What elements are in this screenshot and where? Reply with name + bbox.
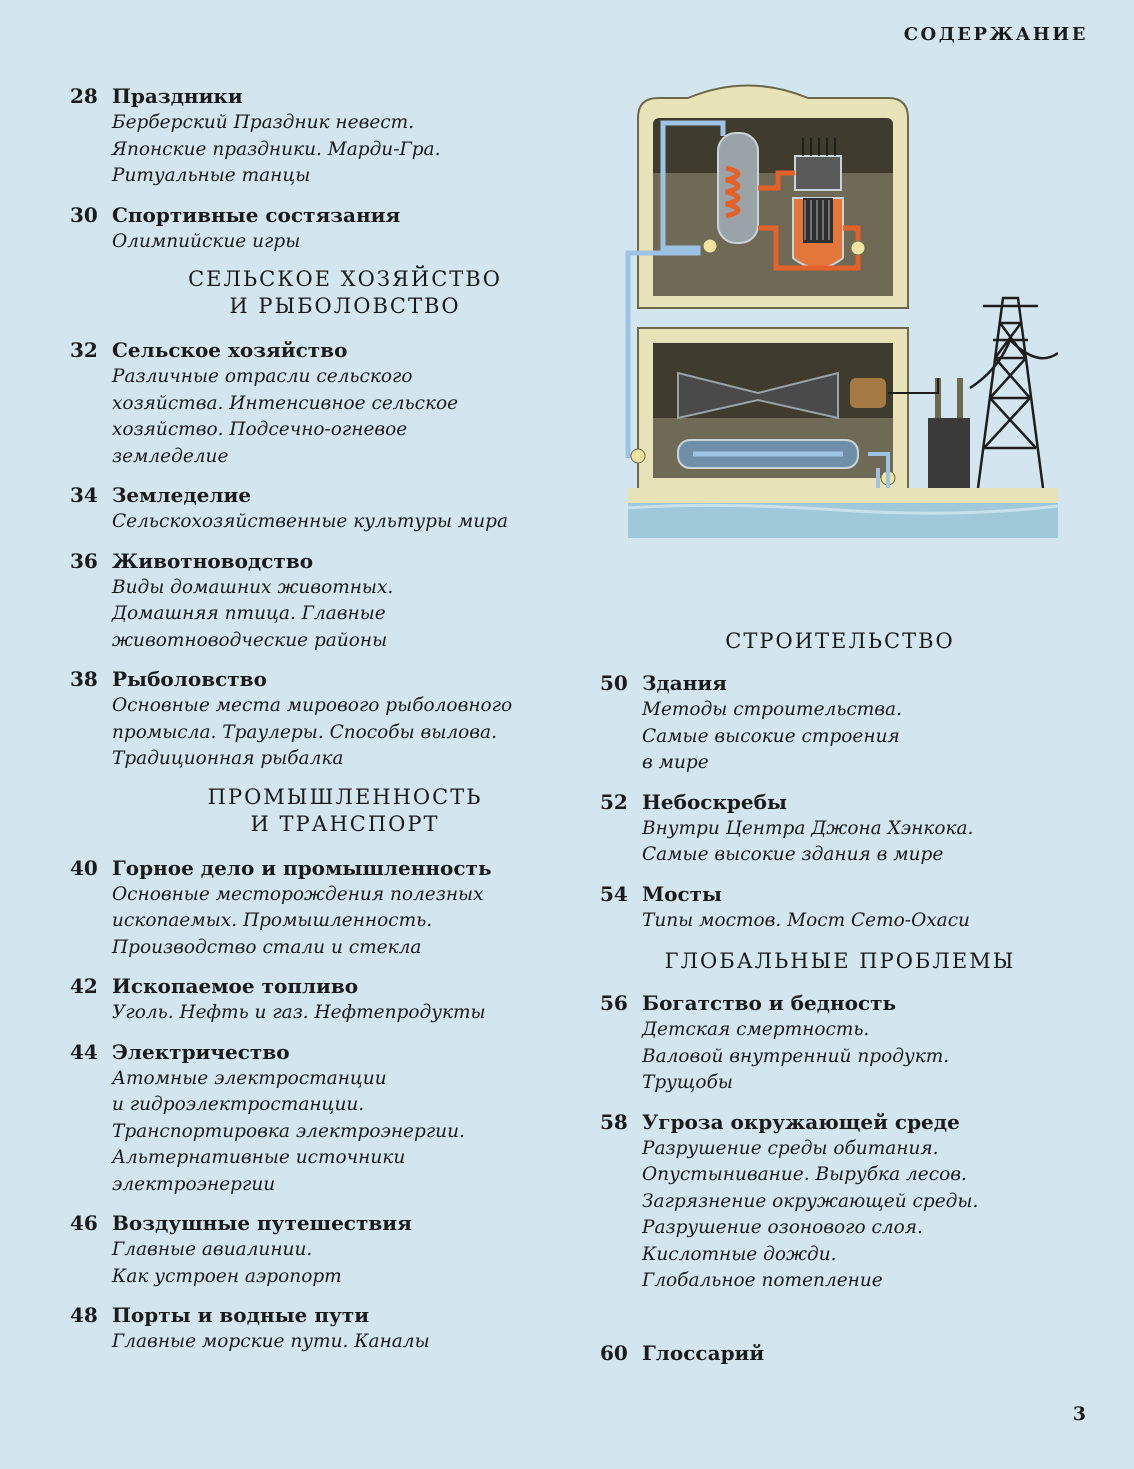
toc-entry-title[interactable]: Угроза окружающей среде <box>642 1109 960 1134</box>
section-heading: ПРОМЫШЛЕННОСТЬ И ТРАНСПОРТ <box>207 784 483 836</box>
toc-entry-title[interactable]: Здания <box>642 671 727 695</box>
toc-entry-head <box>600 880 1080 908</box>
toc-entry-title[interactable]: Спортивные состязания <box>112 202 401 227</box>
toc-page-number: 32 <box>70 338 98 362</box>
transmission-tower-icon <box>970 298 1058 488</box>
toc-entry-subtopics: Детская смертность. Валовой внутренний продукт. Трущобы <box>642 1019 950 1093</box>
toc-entry[interactable] <box>70 336 570 470</box>
toc-entry-head <box>70 82 570 110</box>
toc-entry-title[interactable]: Небоскребы <box>642 789 788 814</box>
toc-page-number: 28 <box>70 84 98 108</box>
toc-page-number: 44 <box>70 1039 98 1064</box>
toc-entry-title[interactable]: Земледелие <box>112 483 252 507</box>
toc-entry[interactable] <box>600 989 1080 1097</box>
toc-entry-head <box>70 201 570 229</box>
toc-entry-head <box>600 1108 1080 1136</box>
toc-entry-subtopics: Главные морские пути. Каналы <box>112 1331 430 1352</box>
toc-entry[interactable] <box>600 1108 1080 1295</box>
toc-entry-head <box>70 336 570 364</box>
steam-generator-icon <box>718 133 758 243</box>
toc-entry-head <box>600 989 1080 1017</box>
section-heading: ГЛОБАЛЬНЫЕ ПРОБЛЕМЫ <box>664 949 1016 973</box>
toc-entry-subtopics: Атомные электростанции и гидроэлектростанции. Транспортировка электроэнергии. Альтернативные источники электроэнергии <box>112 1067 465 1195</box>
toc-entry-subtopics: Основные месторождения полезных ископаемых. Промышленность. Производство стали и стекла <box>112 883 484 958</box>
toc-entry[interactable] <box>600 1339 1080 1367</box>
toc-entry-head <box>70 854 570 882</box>
toc-entry-subtopics: Виды домашних животных. Домашняя птица. Главные животноводческие районы <box>112 576 394 651</box>
toc-entry[interactable] <box>600 788 1080 869</box>
toc-entry-title[interactable]: Богатство и бедность <box>642 991 897 1015</box>
toc-entry[interactable] <box>70 201 570 256</box>
toc-page-number: 30 <box>70 202 98 227</box>
toc-entry-title[interactable]: Праздники <box>112 84 243 108</box>
toc-entry[interactable] <box>600 880 1080 935</box>
toc-entry-title[interactable]: Порты и водные пути <box>112 1303 370 1327</box>
toc-entry-title[interactable]: Животноводство <box>112 548 314 573</box>
reactor-core-icon <box>793 138 843 268</box>
toc-entry[interactable] <box>70 1209 570 1290</box>
toc-page-number: 40 <box>70 855 98 880</box>
toc-entry-subtopics: Уголь. Нефть и газ. Нефтепродукты <box>112 1002 486 1023</box>
toc-entry-head <box>70 1301 570 1329</box>
toc-entry-head <box>70 665 570 693</box>
toc-entry-head <box>600 1339 1080 1367</box>
toc-entry-subtopics: Методы строительства. Самые высокие строения в мире <box>642 699 902 773</box>
toc-page-number: 34 <box>70 483 98 507</box>
toc-entry-subtopics: Внутри Центра Джона Хэнкока. Самые высокие здания в мире <box>642 817 974 865</box>
toc-entry-subtopics: Сельскохозяйственные культуры мира <box>112 511 509 532</box>
toc-entry-subtopics: Типы мостов. Мост Сето-Охаси <box>642 909 970 931</box>
toc-entry-head <box>600 669 1080 697</box>
toc-entry[interactable] <box>70 481 570 536</box>
toc-page-number: 54 <box>600 881 628 906</box>
toc-entry-title[interactable]: Глоссарий <box>642 1340 765 1365</box>
toc-page-number: 58 <box>600 1109 628 1134</box>
toc-page-number: 48 <box>70 1303 98 1327</box>
toc-entry-head <box>70 972 570 1000</box>
toc-entry-head <box>70 481 570 509</box>
toc-entry[interactable] <box>70 665 570 773</box>
toc-entry-subtopics: Берберский Праздник невест. Японские праздники. Марди-Гра. Ритуальные танцы <box>112 112 441 186</box>
toc-entry[interactable] <box>70 1038 570 1199</box>
section-heading: СТРОИТЕЛЬСТВО <box>725 629 955 653</box>
toc-page-number: 52 <box>600 789 628 814</box>
toc-entry[interactable] <box>70 82 570 190</box>
toc-entry-subtopics: Главные авиалинии. Как устроен аэропорт <box>112 1239 342 1287</box>
toc-entry-title[interactable]: Мосты <box>642 881 723 906</box>
toc-entry-title[interactable]: Электричество <box>112 1039 290 1064</box>
toc-page-number: 42 <box>70 974 98 998</box>
toc-entry-title[interactable]: Ископаемое топливо <box>112 974 359 998</box>
page-header: СОДЕРЖАНИЕ <box>903 24 1088 45</box>
toc-entry-title[interactable]: Сельское хозяйство <box>112 338 348 362</box>
toc-entry-subtopics: Разрушение среды обитания. Опустынивание. Вырубка лесов. Загрязнение окружающей среды. Разрушение озонового слоя. Кислотные дожди. Глобальное потепление <box>642 1137 979 1291</box>
toc-entry[interactable] <box>70 1301 570 1356</box>
toc-entry-subtopics: Олимпийские игры <box>112 230 301 252</box>
nuclear-power-plant-illustration <box>598 78 1058 538</box>
toc-page-number: 46 <box>70 1211 98 1235</box>
toc-entry-subtopics: Основные места мирового рыболовного промысла. Траулеры. Способы вылова. Традиционная рыбалка <box>112 695 513 769</box>
toc-entry-head <box>70 1038 570 1066</box>
section-heading: СЕЛЬСКОЕ ХОЗЯЙСТВО И РЫБОЛОВСТВО <box>188 267 502 318</box>
toc-entry-head <box>70 547 570 575</box>
toc-page-number: 36 <box>70 548 98 573</box>
toc-entry[interactable] <box>70 972 570 1027</box>
toc-right-column <box>600 628 1080 1378</box>
toc-entry-head <box>70 1209 570 1237</box>
toc-entry[interactable] <box>70 547 570 655</box>
toc-page-number: 50 <box>600 671 628 695</box>
toc-entry-title[interactable]: Рыболовство <box>112 667 267 691</box>
toc-entry-title[interactable]: Горное дело и промышленность <box>112 855 492 880</box>
toc-page-number: 38 <box>70 667 98 691</box>
toc-entry[interactable] <box>70 854 570 962</box>
toc-page-number: 60 <box>600 1340 628 1365</box>
toc-left-column <box>70 82 570 1367</box>
toc-page-number: 56 <box>600 991 628 1015</box>
toc-entry[interactable] <box>600 669 1080 777</box>
toc-entry-subtopics: Различные отрасли сельского хозяйства. Интенсивное сельское хозяйство. Подсечно-огневое земледелие <box>112 366 459 467</box>
toc-entry-title[interactable]: Воздушные путешествия <box>112 1211 412 1235</box>
toc-entry-head <box>600 788 1080 816</box>
page-number: 3 <box>1072 1403 1086 1425</box>
